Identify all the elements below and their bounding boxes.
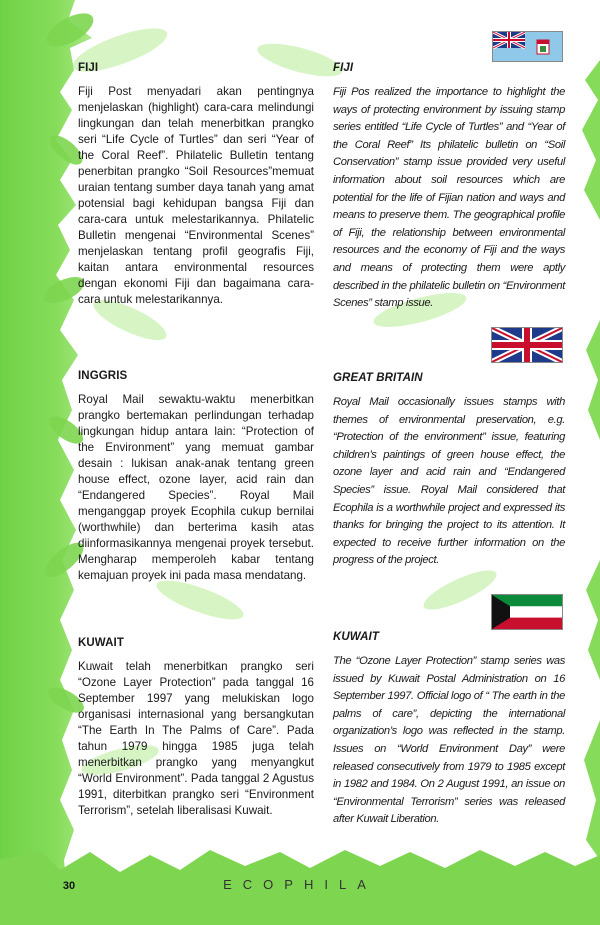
kuwait-english-heading: KUWAIT bbox=[333, 631, 379, 643]
fiji-flag-stamp-icon bbox=[492, 31, 563, 62]
fiji-english-heading: FIJI bbox=[333, 62, 354, 74]
kuwait-english-section bbox=[333, 631, 565, 829]
great-britain-section bbox=[333, 372, 565, 570]
great-britain-paragraph: Royal Mail occasionally issues stamps with themes of environmental preservation, e.g. “Protection of the environment” issue, featuring children’s paintings of green house effect, the ozone layer and acid rain and “Endangered Species” issue. Royal Mail considered that Ecophila is a worthwhile project and expressed its thanks for bringing the project to its attention. It expected to receive further information on the progress of the project. bbox=[333, 396, 565, 567]
page-number: 30 bbox=[58, 875, 80, 897]
inggris-section bbox=[78, 370, 314, 584]
great-britain-flag-icon bbox=[491, 327, 563, 363]
kuwait-english-paragraph: The “Ozone Layer Protection” stamp series was issued by Kuwait Postal Administration on 16 September 1997. Official logo of “ The earth in the palms of care”, depicting the international organization’s logo was reflected in the stamp. Issues on “World Environment Day” were released consecutively from 1979 to 1985 except in 1982 and 1984. On 2 August 1991, an issue on “Environmental Terrorism” series was released after Kuwait Liberation. bbox=[333, 655, 565, 826]
fiji-indonesian-section bbox=[78, 62, 314, 308]
great-britain-heading: GREAT BRITAIN bbox=[333, 372, 423, 384]
fiji-english-paragraph: Fiji Pos realized the importance to highlight the ways of protecting environment by issuing stamp series entitled “Life Cycle of Turtles” and “Year of the Coral Reef” Its philatelic bulletin on “Soil Conservation” stamp issue provided very useful information about soil resources which are potential for the life of Fijian nation and ways and means to preserve them. The geographical profile of Fiji, the relationship between environmental resources and the economy of Fiji and the ways and means of protecting them were aptly described in the philatelic bulletin on “Environment Scenes” stamp issue. bbox=[333, 86, 565, 310]
fiji-indonesian-paragraph: Fiji Post menyadari akan pentingnya menjelaskan (highlight) cara-cara melindungi lingkungan dan telah menerbitkan prangko seri “Life Cycle of Turtles” dan seri “Year of the Coral Reef”. Philatelic Bulletin tentang penerbitan prangko “Soil Resources”memuat uraian tentang sumber daya tanah yang amat potensial bagi kehidupan bangsa Fiji dan cara-cara untuk melestarikannya. Philatelic Bulletin mengenai “Environmental Scenes” menjelaskan tentang profil geografis Fiji, kaitan antara environmental resources dengan ekonomi Fiji dan bagaimana cara-cara untuk melestarikannya. bbox=[78, 85, 314, 306]
kuwait-indonesian-section bbox=[78, 637, 314, 819]
kuwait-heading: KUWAIT bbox=[78, 637, 124, 649]
kuwait-indonesian-paragraph: Kuwait telah menerbitkan prangko seri “Ozone Layer Protection” pada tanggal 16 September 1997 yang melukiskan logo organisasi internasional yang bersangkutan “The Earth In The Palms of Care”. Pada tahun 1979 hingga 1985 juga telah menerbitkan prangko yang menyangkut “World Environment”. Pada tanggal 2 Agustus 1991, diterbitkan prangko seri “Environment Terrorism”, setelah liberalisasi Kuwait. bbox=[78, 660, 314, 817]
fiji-heading: FIJI bbox=[78, 62, 99, 74]
footer-title: ECOPHILA bbox=[223, 877, 377, 892]
fiji-english-section bbox=[333, 62, 565, 313]
inggris-heading: INGGRIS bbox=[78, 370, 128, 382]
inggris-paragraph: Royal Mail sewaktu-waktu menerbitkan prangko bertemakan perlindungan terhadap lingkungan hidup antara lain: “Protection of the Environment” yang memuat gambar desain : lukisan anak-anak tentang green house effect, ozone layer, acid rain dan “Endangered Species”. Royal Mail menganggap proyek Ecophila cukup bernilai (worthwhile) dan berterima kasih atas diinformasikannya mengenai proyek tersebut. Mengharap memperoleh kabar tentang kemajuan proyek ini pada masa mendatang. bbox=[78, 393, 314, 582]
kuwait-flag-icon bbox=[491, 594, 563, 630]
